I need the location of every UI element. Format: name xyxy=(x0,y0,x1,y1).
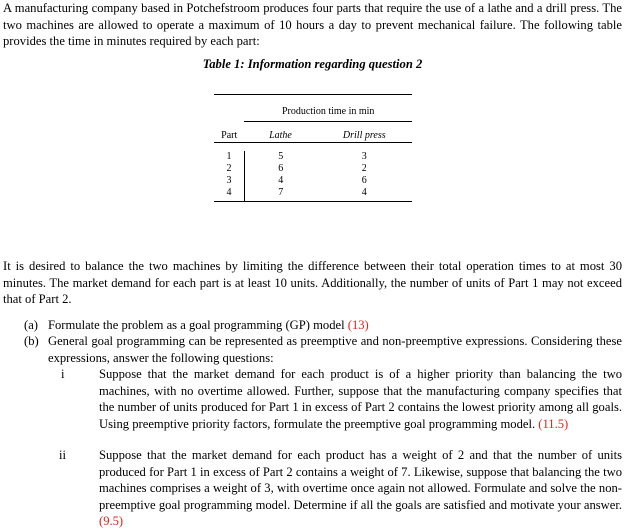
part-cell: 3 xyxy=(214,175,244,187)
col-header-lathe: Lathe xyxy=(269,130,292,141)
question-b-ii xyxy=(59,447,622,530)
part-cell: 4 xyxy=(214,187,244,202)
drill-cell: 6 xyxy=(361,175,367,186)
drill-cell: 2 xyxy=(361,163,367,174)
lathe-cell: 5 xyxy=(278,151,284,162)
body-paragraph: It is desired to balance the two machines by limiting the difference between their total operation times to at most 30 minutes. The market demand for each part is at least 10 units. Additionally, the number of units of Part 1 may not exceed that of Part 2. xyxy=(3,259,622,307)
drill-cell: 4 xyxy=(361,187,367,198)
question-b-i-label: i xyxy=(61,367,65,381)
question-b-ii-label: ii xyxy=(59,448,66,462)
question-a-label: (a) xyxy=(24,318,38,332)
question-b-i-marks: (11.5) xyxy=(538,416,569,431)
question-b xyxy=(24,333,622,366)
part-cell: 2 xyxy=(214,163,244,175)
table-row xyxy=(214,163,412,175)
question-b-label: (b) xyxy=(24,334,39,348)
question-a-text: Formulate the problem as a goal programming (GP) model xyxy=(48,318,348,332)
question-a-marks: (13) xyxy=(347,318,369,332)
col-header-drill: Drill press xyxy=(342,130,386,141)
question-b-i xyxy=(61,366,622,432)
table-row xyxy=(214,151,412,163)
question-b-text: General goal programming can be represented as preemptive and non-preemptive expressions. Considering these expressions, answer the following questions: xyxy=(48,334,622,365)
question-b-ii-marks: (9.5) xyxy=(99,514,124,529)
drill-cell: 3 xyxy=(361,151,367,162)
intro-paragraph: A manufacturing company based in Potchefstroom produces four parts that require the use of a lathe and a drill press. The two machines are allowed to operate a maximum of 10 hours a day to prevent mechanical failure. The following table provides the time in minutes required by each part: xyxy=(3,1,622,49)
col-header-part: Part xyxy=(221,130,238,141)
table-row xyxy=(214,175,412,187)
production-time-table xyxy=(214,94,412,202)
lathe-cell: 4 xyxy=(278,175,284,186)
group-header: Production time in min xyxy=(281,106,375,117)
table-row xyxy=(214,187,412,202)
question-b-ii-text: Suppose that the market demand for each product has a weight of 2 and that the number of units produced for Part 1 in excess of Part 2 contains a weight of 7. Likewise, suppose that balancing the two machines comprises a weight of 3, with overtime once again not allowed. Formulate and solve the non-preemptive goal programming model. Determine if all the goals are satisfied and motivate your answer. xyxy=(99,448,622,512)
lathe-cell: 7 xyxy=(278,187,284,198)
part-cell: 1 xyxy=(214,151,244,163)
question-a xyxy=(24,317,622,334)
question-b-i-text: Suppose that the market demand for each product is of a higher priority than balancing the two machines, with no overtime allowed. Further, suppose that the manufacturing company specifies that the number of units produced for Part 1 in excess of Part 2 contains the lowest priority among all goals. Using preemptive priority factors, formulate the preemptive goal programming model. xyxy=(99,367,622,431)
lathe-cell: 6 xyxy=(278,163,284,174)
table-caption: Table 1: Information regarding question 2 xyxy=(202,57,423,71)
